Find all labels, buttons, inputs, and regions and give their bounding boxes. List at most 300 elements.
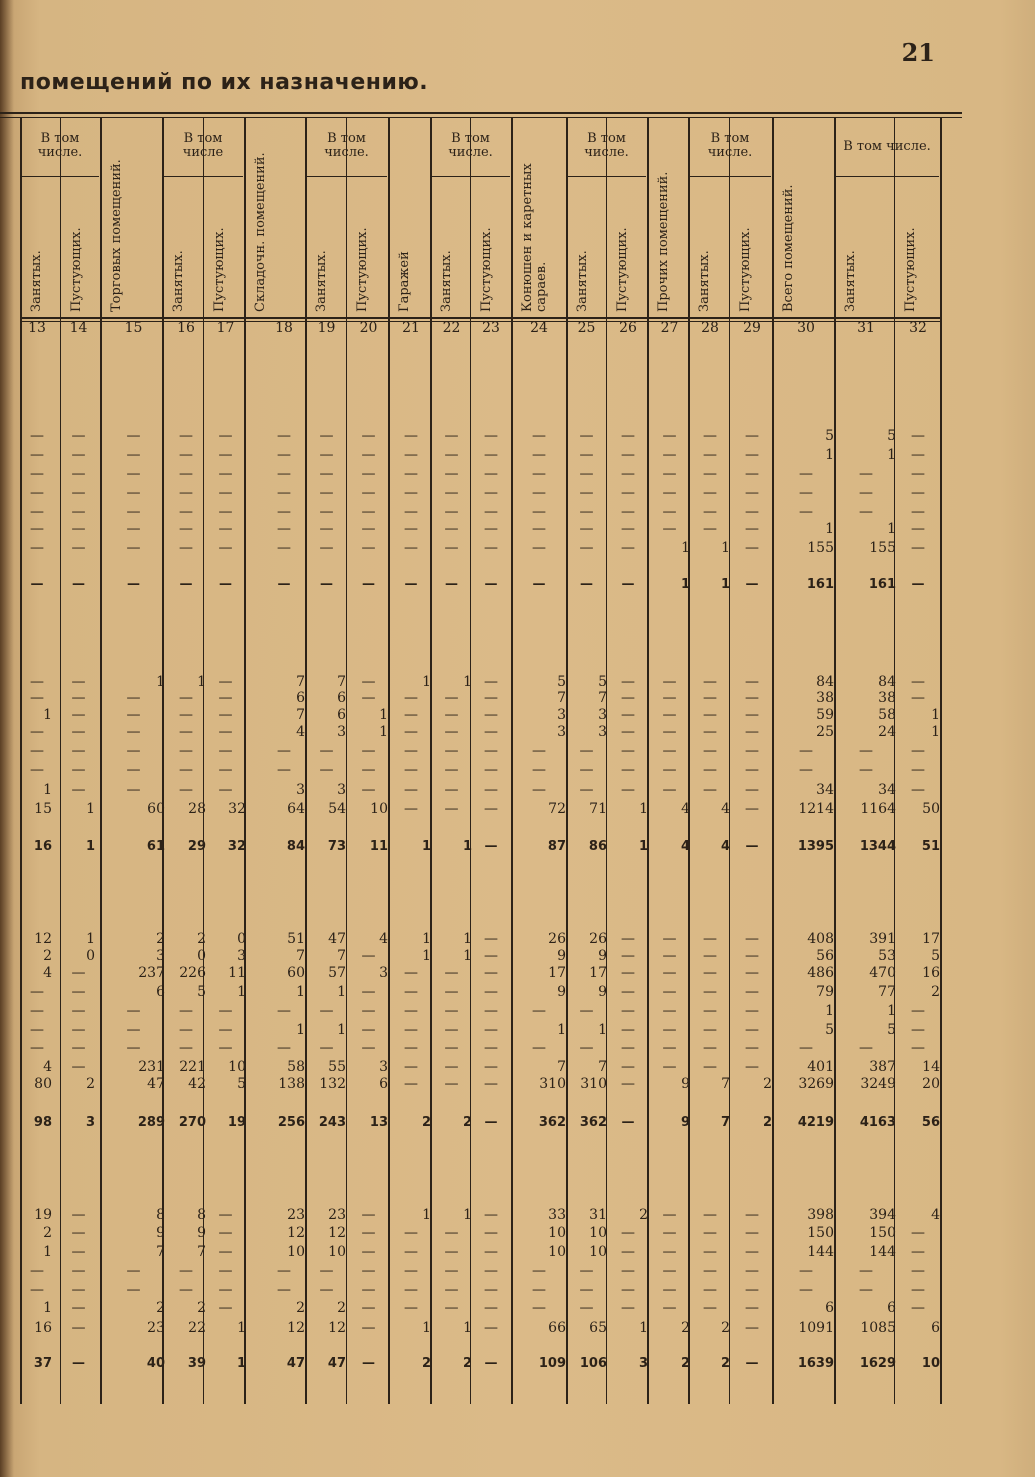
table-cell: 47	[328, 931, 346, 947]
table-cell: 144	[869, 1244, 896, 1260]
table-cell: —	[179, 1003, 193, 1019]
table-cell: 71	[589, 801, 607, 817]
table-cell: —	[799, 1040, 813, 1056]
table-cell: 1	[681, 540, 690, 556]
table-cell: 0	[237, 931, 246, 947]
table-cell: —	[662, 984, 677, 1000]
total-cell: 7	[720, 1115, 730, 1130]
table-cell: 1	[887, 521, 896, 537]
total-cell: 1395	[797, 839, 834, 854]
table-cell: —	[30, 762, 44, 778]
table-cell: 84	[878, 674, 896, 690]
total-cell: —	[72, 1356, 85, 1371]
table-cell: —	[404, 1300, 418, 1316]
table-cell: 9	[598, 948, 607, 964]
table-cell: —	[404, 1244, 418, 1260]
table-cell: —	[484, 984, 498, 1000]
table-cell: —	[444, 540, 459, 556]
table-cell: —	[662, 447, 677, 463]
table-cell: —	[444, 965, 459, 981]
table-cell: —	[484, 965, 498, 981]
column-number: 22	[442, 320, 461, 336]
table-cell: —	[218, 1282, 233, 1298]
table-cell: —	[126, 1263, 141, 1279]
table-cell: —	[484, 801, 498, 817]
table-cell: 0	[197, 948, 206, 964]
total-cell: —	[277, 577, 291, 592]
table-cell: —	[484, 674, 498, 690]
table-cell: —	[662, 762, 677, 778]
table-cell: —	[319, 540, 334, 556]
table-cell: 1	[337, 1022, 346, 1038]
total-cell: 51	[921, 839, 940, 854]
column-rule	[772, 118, 774, 1404]
table-cell: —	[484, 1059, 498, 1075]
table-cell: —	[484, 1282, 498, 1298]
table-cell: —	[277, 540, 291, 556]
table-cell: —	[30, 428, 44, 444]
table-cell: 51	[287, 931, 305, 947]
table-cell: —	[218, 485, 233, 501]
total-cell: 2	[720, 1356, 730, 1371]
table-cell: —	[361, 447, 376, 463]
table-cell: —	[444, 428, 459, 444]
column-number: 31	[857, 320, 875, 336]
table-cell: 7	[156, 1244, 165, 1260]
total-cell: —	[179, 577, 193, 592]
table-cell: —	[361, 984, 376, 1000]
table-cell: 60	[147, 801, 165, 817]
table-cell: —	[361, 1040, 376, 1056]
table-cell: 2	[681, 1320, 690, 1336]
table-cell: —	[404, 540, 418, 556]
table-cell: —	[532, 521, 546, 537]
table-cell: —	[579, 466, 594, 482]
table-cell: —	[911, 1300, 925, 1316]
table-cell: —	[662, 466, 677, 482]
table-cell: —	[179, 724, 193, 740]
table-cell: —	[745, 1225, 759, 1241]
table-cell: 2	[43, 948, 52, 964]
table-cell: 17	[922, 931, 940, 947]
column-rule	[688, 118, 690, 1404]
table-cell: 8	[156, 1207, 165, 1223]
table-cell: —	[277, 1282, 291, 1298]
table-cell: —	[444, 801, 459, 817]
table-cell: 1	[43, 1300, 52, 1316]
table-cell: 150	[869, 1225, 896, 1241]
table-cell: 1	[463, 931, 472, 947]
table-cell: —	[404, 1059, 418, 1075]
table-cell: 59	[816, 707, 834, 723]
table-cell: —	[30, 724, 44, 740]
table-cell: —	[404, 1040, 418, 1056]
table-cell: —	[911, 428, 925, 444]
table-cell: —	[30, 466, 44, 482]
table-cell: —	[911, 762, 925, 778]
total-cell: —	[532, 577, 546, 592]
table-cell: 58	[878, 707, 896, 723]
table-cell: —	[218, 504, 233, 520]
table-cell: 1091	[798, 1320, 834, 1336]
table-cell: —	[745, 540, 759, 556]
table-cell: —	[218, 782, 233, 798]
table-cell: 2	[337, 1300, 346, 1316]
table-cell: 9	[197, 1225, 206, 1241]
column-number: 29	[743, 320, 761, 336]
column-number: 14	[69, 320, 88, 336]
table-cell: —	[911, 1282, 925, 1298]
total-cell: —	[580, 577, 593, 592]
table-cell: 28	[188, 801, 206, 817]
table-cell: 24	[878, 724, 896, 740]
table-cell: —	[703, 466, 717, 482]
table-cell: 391	[869, 931, 896, 947]
table-cell: —	[71, 743, 86, 759]
table-cell: —	[745, 743, 759, 759]
table-cell: 7	[557, 690, 566, 706]
table-cell: 401	[807, 1059, 834, 1075]
total-cell: 243	[318, 1115, 346, 1130]
table-cell: 23	[328, 1207, 346, 1223]
total-cell: 1	[680, 577, 690, 592]
table-cell: 72	[548, 801, 566, 817]
table-cell: —	[532, 447, 546, 463]
table-cell: —	[484, 1263, 498, 1279]
table-cell: 1	[43, 1244, 52, 1260]
table-cell: —	[404, 1003, 418, 1019]
table-cell: —	[579, 504, 594, 520]
table-cell: 408	[807, 931, 834, 947]
table-cell: 2	[86, 1076, 95, 1092]
column-header-pustuyushchikh: Пустующих.	[69, 227, 84, 312]
table-cell: —	[579, 428, 594, 444]
table-cell: —	[745, 782, 759, 798]
total-cell: 1	[638, 839, 648, 854]
table-cell: 5	[825, 428, 834, 444]
table-cell: —	[179, 447, 193, 463]
table-cell: —	[361, 540, 376, 556]
table-cell: —	[179, 707, 193, 723]
table-cell: 14	[922, 1059, 940, 1075]
table-cell: —	[703, 1003, 717, 1019]
total-cell: —	[404, 577, 418, 592]
table-cell: —	[703, 965, 717, 981]
total-cell: 161	[868, 577, 896, 592]
table-cell: —	[30, 540, 44, 556]
table-cell: —	[444, 762, 459, 778]
table-cell: —	[621, 1059, 635, 1075]
table-cell: —	[444, 1040, 459, 1056]
table-cell: —	[745, 1300, 759, 1316]
table-cell: —	[911, 743, 925, 759]
table-cell: —	[126, 504, 141, 520]
table-cell: —	[579, 447, 594, 463]
header-bottom-rule	[20, 317, 942, 319]
table-cell: —	[799, 743, 813, 759]
column-header-torgovykh: Торговых помещений.	[109, 159, 124, 312]
table-cell: 1	[379, 707, 388, 723]
table-cell: —	[579, 540, 594, 556]
total-cell: —	[72, 577, 85, 592]
table-cell: —	[621, 447, 635, 463]
table-cell: —	[484, 1225, 498, 1241]
table-cell: —	[662, 674, 677, 690]
table-cell: —	[621, 1003, 635, 1019]
table-cell: —	[71, 521, 86, 537]
table-cell: 23	[147, 1320, 165, 1336]
table-cell: —	[703, 447, 717, 463]
column-rule	[940, 118, 942, 1404]
table-cell: —	[532, 1282, 546, 1298]
table-cell: —	[703, 1263, 717, 1279]
table-cell: —	[745, 1263, 759, 1279]
table-cell: —	[71, 485, 86, 501]
table-cell: —	[621, 1022, 635, 1038]
table-cell: 58	[287, 1059, 305, 1075]
table-cell: —	[30, 485, 44, 501]
table-cell: —	[745, 521, 759, 537]
table-cell: —	[218, 743, 233, 759]
table-cell: —	[745, 1022, 759, 1038]
table-cell: 47	[147, 1076, 165, 1092]
table-cell: 6	[156, 984, 165, 1000]
table-cell: —	[319, 1040, 334, 1056]
table-cell: 3	[598, 707, 607, 723]
table-cell: —	[859, 762, 873, 778]
table-cell: 22	[188, 1320, 206, 1336]
table-cell: —	[662, 521, 677, 537]
table-cell: —	[30, 1003, 44, 1019]
table-cell: —	[662, 707, 677, 723]
table-cell: —	[484, 1207, 498, 1223]
table-cell: —	[484, 1244, 498, 1260]
table-cell: —	[444, 1003, 459, 1019]
table-cell: 7	[598, 1059, 607, 1075]
table-cell: —	[484, 447, 498, 463]
total-cell: 1	[462, 839, 472, 854]
column-header-zanyatykh: Занятых.	[314, 250, 329, 312]
table-cell: —	[361, 690, 376, 706]
table-cell: —	[745, 1040, 759, 1056]
table-cell: —	[484, 1076, 498, 1092]
column-number: 23	[482, 320, 500, 336]
table-cell: —	[444, 1225, 459, 1241]
table-cell: —	[444, 466, 459, 482]
table-cell: 55	[328, 1059, 346, 1075]
table-cell: —	[71, 984, 86, 1000]
table-cell: —	[277, 485, 291, 501]
table-cell: —	[621, 724, 635, 740]
table-cell: —	[404, 743, 418, 759]
table-cell: —	[703, 521, 717, 537]
table-cell: —	[532, 466, 546, 482]
table-cell: —	[30, 743, 44, 759]
table-cell: 2	[763, 1076, 772, 1092]
total-cell: 1	[85, 839, 95, 854]
table-cell: —	[319, 1003, 334, 1019]
table-cell: —	[532, 1300, 546, 1316]
table-cell: —	[911, 1040, 925, 1056]
table-cell: —	[662, 504, 677, 520]
table-cell: 1	[463, 1320, 472, 1336]
table-cell: —	[799, 1263, 813, 1279]
table-cell: 1	[931, 724, 940, 740]
table-cell: —	[71, 1040, 86, 1056]
table-cell: 64	[287, 801, 305, 817]
table-cell: —	[484, 948, 498, 964]
table-cell: —	[703, 504, 717, 520]
group-header-v-tom-chisle: В том числе.	[584, 131, 629, 160]
total-cell: 1	[421, 839, 431, 854]
table-cell: —	[703, 782, 717, 798]
table-cell: 1	[463, 948, 472, 964]
group-header-v-tom-chisle: В том числе.	[707, 131, 753, 160]
table-cell: —	[277, 1263, 291, 1279]
total-cell: 47	[327, 1356, 346, 1371]
table-cell: —	[745, 466, 759, 482]
table-cell: —	[911, 504, 925, 520]
table-cell: —	[218, 1040, 233, 1056]
table-cell: —	[218, 1022, 233, 1038]
table-cell: —	[71, 447, 86, 463]
table-cell: 7	[197, 1244, 206, 1260]
table-cell: 79	[816, 984, 834, 1000]
table-cell: —	[444, 447, 459, 463]
column-header-pustuyushchikh: Пустующих.	[355, 227, 370, 312]
table-cell: —	[662, 965, 677, 981]
column-header-garazhey: Гаражей	[397, 251, 412, 312]
table-cell: —	[621, 674, 635, 690]
table-cell: 1	[825, 521, 834, 537]
table-cell: —	[179, 466, 193, 482]
table-cell: 144	[807, 1244, 834, 1260]
table-cell: —	[703, 674, 717, 690]
table-cell: 138	[278, 1076, 305, 1092]
total-cell: 11	[369, 839, 388, 854]
table-cell: —	[484, 1300, 498, 1316]
column-rule	[511, 118, 513, 1404]
total-cell: 2	[680, 1356, 690, 1371]
total-cell: 32	[227, 839, 246, 854]
table-cell: —	[532, 428, 546, 444]
table-cell: 6	[825, 1300, 834, 1316]
table-cell: 4	[296, 724, 305, 740]
total-cell: 3	[638, 1356, 648, 1371]
column-header-pustuyushchikh: Пустующих.	[212, 227, 227, 312]
table-cell: —	[404, 485, 418, 501]
table-cell: —	[361, 521, 376, 537]
table-cell: —	[218, 540, 233, 556]
table-cell: 19	[34, 1207, 52, 1223]
table-cell: —	[621, 707, 635, 723]
table-cell: —	[484, 428, 498, 444]
table-cell: —	[179, 540, 193, 556]
table-cell: —	[745, 485, 759, 501]
table-cell: —	[703, 1244, 717, 1260]
table-cell: 1	[296, 984, 305, 1000]
table-cell: —	[484, 504, 498, 520]
table-cell: —	[218, 674, 233, 690]
total-cell: 2	[462, 1115, 472, 1130]
table-cell: 2	[296, 1300, 305, 1316]
total-cell: —	[219, 577, 232, 592]
table-cell: 34	[878, 782, 896, 798]
table-cell: —	[404, 504, 418, 520]
table-cell: —	[126, 762, 141, 778]
table-cell: —	[703, 1282, 717, 1298]
total-cell: 4	[680, 839, 690, 854]
table-cell: —	[859, 1040, 873, 1056]
table-cell: —	[621, 485, 635, 501]
table-cell: —	[361, 504, 376, 520]
table-cell: 4	[43, 965, 52, 981]
table-cell: —	[444, 707, 459, 723]
table-cell: —	[621, 1076, 635, 1092]
column-number: 24	[530, 320, 548, 336]
table-cell: —	[621, 690, 635, 706]
total-cell: 2	[421, 1356, 431, 1371]
table-cell: —	[799, 504, 813, 520]
table-cell: —	[319, 485, 334, 501]
table-cell: 6	[337, 690, 346, 706]
table-cell: —	[703, 743, 717, 759]
table-cell: —	[179, 782, 193, 798]
total-cell: 161	[806, 577, 834, 592]
table-cell: 1	[156, 674, 165, 690]
column-header-skladochn: Складочн. помещений.	[253, 152, 268, 312]
table-cell: 38	[878, 690, 896, 706]
table-cell: —	[745, 1282, 759, 1298]
table-cell: 66	[548, 1320, 566, 1336]
group-header-v-tom-chisle: В том числе.	[843, 139, 931, 154]
table-cell: —	[703, 724, 717, 740]
table-cell: —	[71, 1207, 86, 1223]
table-cell: 5	[931, 948, 940, 964]
table-cell: —	[621, 1244, 635, 1260]
table-cell: 32	[228, 801, 246, 817]
table-cell: —	[218, 1003, 233, 1019]
table-cell: —	[745, 801, 759, 817]
total-cell: 10	[921, 1356, 940, 1371]
table-cell: 237	[138, 965, 165, 981]
group-header-underline	[568, 176, 646, 177]
table-cell: 65	[589, 1320, 607, 1336]
table-cell: —	[532, 1003, 546, 1019]
table-cell: —	[404, 1225, 418, 1241]
table-cell: 15	[34, 801, 52, 817]
table-cell: —	[745, 447, 759, 463]
table-cell: —	[319, 1263, 334, 1279]
table-cell: 226	[179, 965, 206, 981]
table-cell: —	[404, 1263, 418, 1279]
table-cell: —	[859, 485, 873, 501]
table-cell: 6	[887, 1300, 896, 1316]
table-cell: —	[484, 521, 498, 537]
total-cell: 9	[680, 1115, 690, 1130]
table-cell: 1	[639, 1320, 648, 1336]
table-cell: 26	[548, 931, 566, 947]
table-cell: —	[404, 707, 418, 723]
table-cell: 5	[887, 428, 896, 444]
table-cell: 42	[188, 1076, 206, 1092]
table-cell: 3269	[798, 1076, 834, 1092]
table-cell: —	[859, 1282, 873, 1298]
table-cell: 150	[807, 1225, 834, 1241]
group-header-underline	[432, 176, 510, 177]
table-cell: —	[484, 1003, 498, 1019]
table-cell: 394	[869, 1207, 896, 1223]
